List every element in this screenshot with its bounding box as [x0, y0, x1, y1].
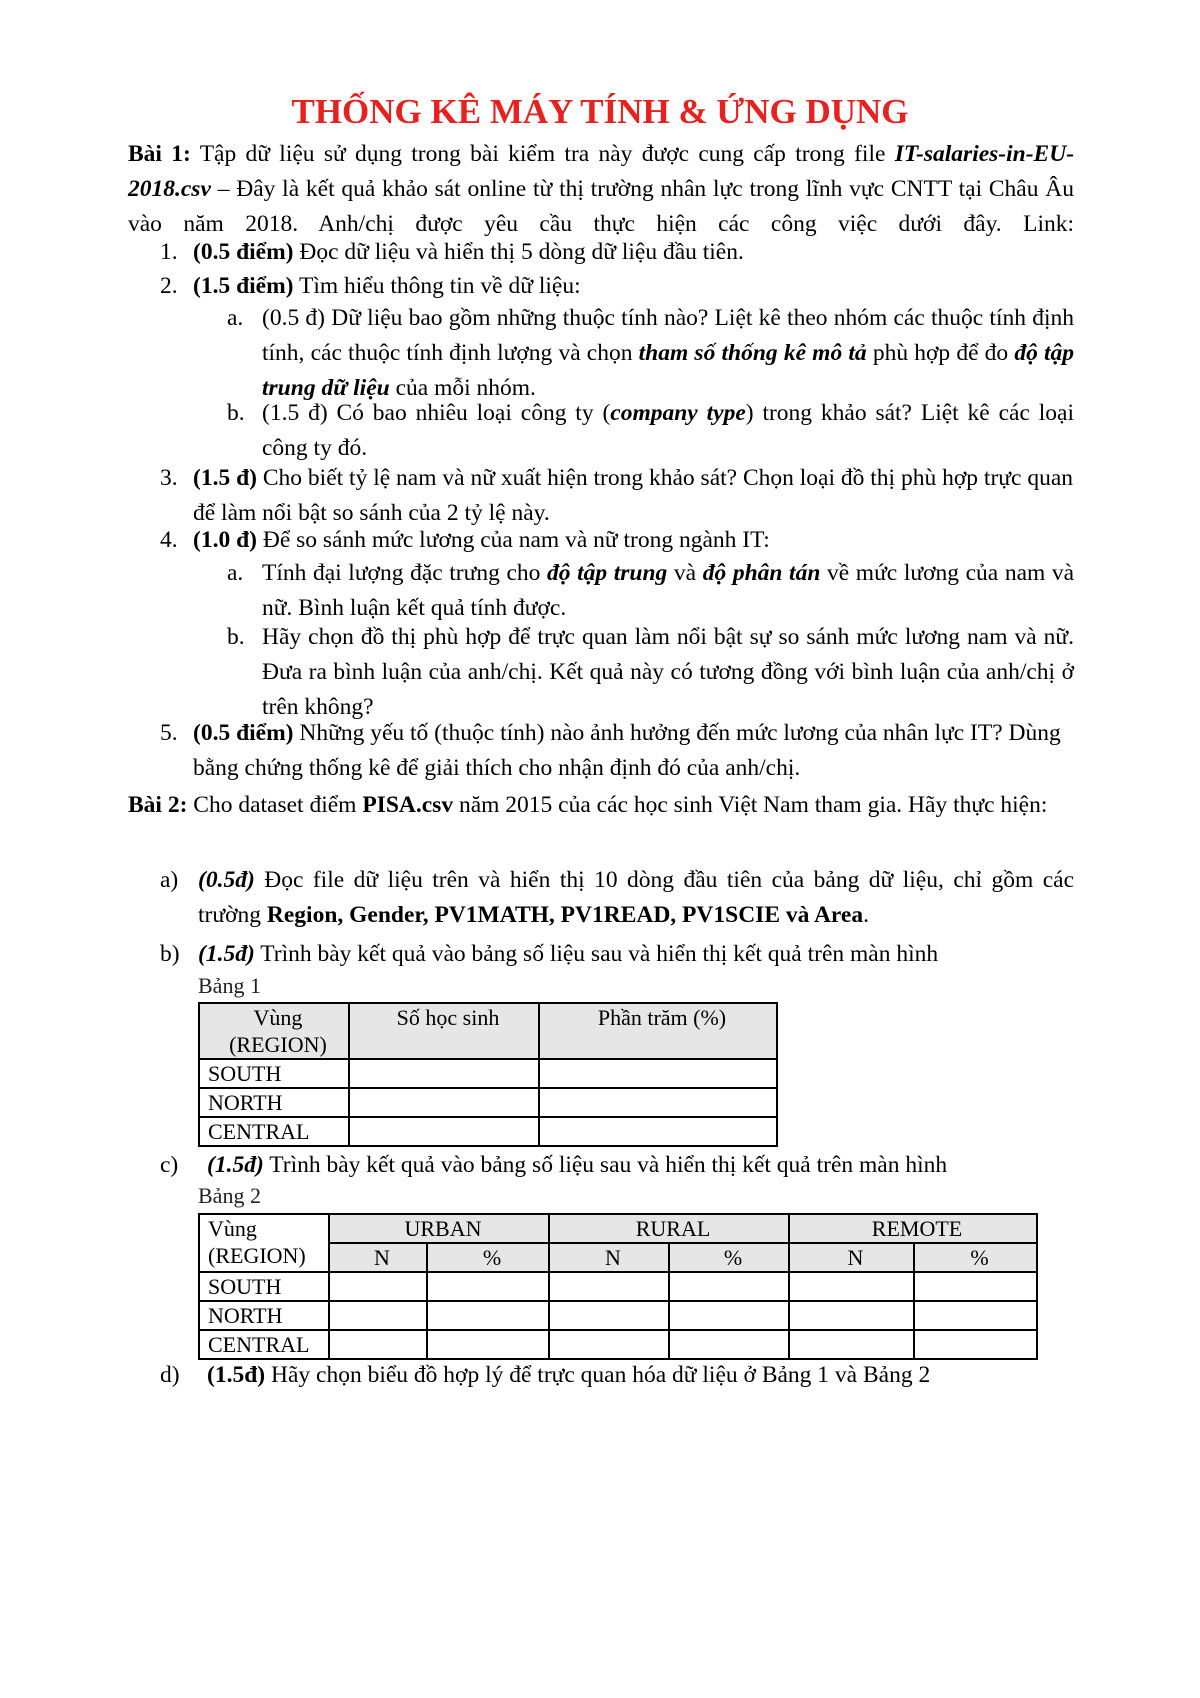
bai2-file: PISA.csv — [362, 792, 454, 818]
page-title: THỐNG KÊ MÁY TÍNH & ỨNG DỤNG — [291, 92, 909, 131]
table-row: CENTRAL — [199, 1117, 777, 1146]
bai1-q2a: (0.5 đ) Dữ liệu bao gồm những thuộc tính nào? Liệt kê theo nhóm các thuộc tính định tính, các thuộc tính định lượng và chọn tham số thống kê mô tả phù hợp để đo độ tập trung dữ liệu của mỗi nhóm. — [262, 305, 1075, 401]
bai1-label: Bài 1: — [128, 141, 191, 167]
table-row: NORTH — [199, 1301, 1037, 1330]
table-row: SOUTH — [199, 1272, 1037, 1301]
table2-caption: Bảng 2 — [198, 1183, 261, 1208]
document-page: THỐNG KÊ MÁY TÍNH & ỨNG DỤNG Bài 1: Tập dữ liệu sử dụng trong bài kiểm tra này được cung cấp trong file IT-salaries-in-EU-2018.csv – Đây là kết quả khảo sát online từ thị trường nhân lực trong lĩnh vực CNTT tại Châu Âu vào năm 2018. Anh/chị được yêu cầu thực hiện các công việc dưới đây. Link: 1. (0.5 điểm) Đọc dữ liệu và hiển thị 5 dòng dữ liệu đầu tiên. 2. (1.5 điểm) Tìm hiểu thông tin về dữ liệu: a. (0.5 đ) Dữ liệu bao gồm những thuộc tính nào? Liệt kê theo nhóm các thuộc tính định tính, các thuộc tính định lượng và chọn tham số thống kê mô tả phù hợp để đo độ tập trung dữ liệu của mỗi nhóm. b. (1.5 đ) Có bao nhiêu loại công ty (company type) trong khảo sát? Liệt kê các loại công ty đó. 3. (1.5 đ) Cho biết tỷ lệ nam và nữ xuất hiện trong khảo sát? Chọn loại đồ thị phù hợp trực quan để làm nổi bật so sánh của 2 tỷ lệ này. 4. (1.0 đ) Để so sánh mức lương của nam và nữ trong ngành IT: a. Tính đại lượng đặc trưng cho độ tập trung và độ phân tán về mức lương của nam và nữ. Bình luận kết quả tính được. b. Hãy chọn đồ thị phù hợp để trực quan làm nổi bật sự so sánh mức lương nam và nữ. Đưa ra bình luận của anh/chị. Kết quả này có tương đồng với bình luận của anh/chị ở trên không? 5. (0.5 điểm) Những yếu tố (thuộc tính) nào ảnh hưởng đến mức lương của nhân lực IT? Dùng bằng chứng thống kê để giải thích cho nhận định đó của anh/chị. Bài 2: Cho dataset điểm PISA.csv năm 2015 của các học sinh Việt Nam tham gia. Hãy thực hiện: a) (0.5đ) Đọc file dữ liệu trên và hiển thị 10 dòng đầu tiên của bảng dữ liệu, chỉ gồm các trường Region, Gender, PV1MATH, PV1READ, PV1SCIE và Area. b) (1.5đ) Trình bày kết quả vào bảng số liệu sau và hiển thị kết quả trên màn hình Bảng 1 Vùng (REGION) Số học sinh Phần trăm (%) SOUTH NORTH CENTRAL c) (1.5đ) Trình bày kết quả vào bảng số liệu sau và hiển thị kết quả trên màn hình Bảng 2 Vùng (REGION) URBAN RURAL REMOTE N % N % N % SOUTH NORTH CENTRAL d) (1.5đ) Hãy chọn biểu đồ hợp lý để trực quan hóa dữ liệu ở Bảng 1 và Bảng 2 — [0, 0, 1200, 1698]
table1-caption: Bảng 1 — [198, 973, 261, 998]
table1: Vùng (REGION) Số học sinh Phần trăm (%) SOUTH NORTH CENTRAL — [198, 1002, 778, 1147]
bai2-d: (1.5đ) Hãy chọn biểu đồ hợp lý để trực quan hóa dữ liệu ở Bảng 1 và Bảng 2 — [207, 1362, 931, 1388]
bai1-q4: (1.0 đ) Để so sánh mức lương của nam và nữ trong ngành IT: — [193, 527, 770, 553]
table-row: SOUTH — [199, 1059, 777, 1088]
bai1-q2: (1.5 điểm) Tìm hiểu thông tin về dữ liệu: — [193, 273, 581, 299]
bai1-q1: (0.5 điểm) Đọc dữ liệu và hiển thị 5 dòng dữ liệu đầu tiên. — [193, 239, 744, 265]
bai2-intro: Bài 2: Cho dataset điểm PISA.csv năm 2015 của các học sinh Việt Nam tham gia. Hãy thực hiện: — [128, 792, 1048, 818]
table-row: NORTH — [199, 1088, 777, 1117]
bai1-file: IT-salaries-in-EU-2018.csv — [128, 141, 1075, 202]
bai1-q2b: (1.5 đ) Có bao nhiêu loại công ty (company type) trong khảo sát? Liệt kê các loại công ty đó. — [262, 400, 1074, 461]
bai2-a: (0.5đ) Đọc file dữ liệu trên và hiển thị 10 dòng đầu tiên của bảng dữ liệu, chỉ gồm các trường Region, Gender, PV1MATH, PV1READ, PV1SCIE và Area. — [198, 867, 1075, 928]
table2: Vùng (REGION) URBAN RURAL REMOTE N % N % N % SOUTH NORTH CENTRAL — [198, 1213, 1038, 1360]
bai1-q5: (0.5 điểm) Những yếu tố (thuộc tính) nào ảnh hưởng đến mức lương của nhân lực IT? Dùng bằng chứng thống kê để giải thích cho nhận định đó của anh/chị. — [193, 720, 1061, 781]
bai1-q4b: Hãy chọn đồ thị phù hợp để trực quan làm nổi bật sự so sánh mức lương nam và nữ. Đưa ra bình luận của anh/chị. Kết quả này có tương đồng với bình luận của anh/chị ở trên không? — [262, 624, 1074, 720]
bai1-q3: (1.5 đ) Cho biết tỷ lệ nam và nữ xuất hiện trong khảo sát? Chọn loại đồ thị phù hợp trực quan để làm nổi bật so sánh của 2 tỷ lệ này. — [193, 465, 1073, 526]
bai2-label: Bài 2: — [128, 792, 188, 818]
bai2-b: (1.5đ) Trình bày kết quả vào bảng số liệu sau và hiển thị kết quả trên màn hình — [198, 941, 939, 967]
table-row: CENTRAL — [199, 1330, 1037, 1359]
bai1-q4a: Tính đại lượng đặc trưng cho độ tập trung và độ phân tán về mức lương của nam và nữ. Bình luận kết quả tính được. — [262, 560, 1075, 621]
bai2-c: (1.5đ) Trình bày kết quả vào bảng số liệu sau và hiển thị kết quả trên màn hình — [207, 1152, 948, 1178]
bai1-intro: Bài 1: Tập dữ liệu sử dụng trong bài kiểm tra này được cung cấp trong file IT-salaries-in-EU-2018.csv – Đây là kết quả khảo sát online từ thị trường nhân lực trong lĩnh vực CNTT tại Châu Âu vào năm 2018. Anh/chị được yêu cầu thực hiện các công việc dưới đây. Link: — [128, 141, 1075, 237]
